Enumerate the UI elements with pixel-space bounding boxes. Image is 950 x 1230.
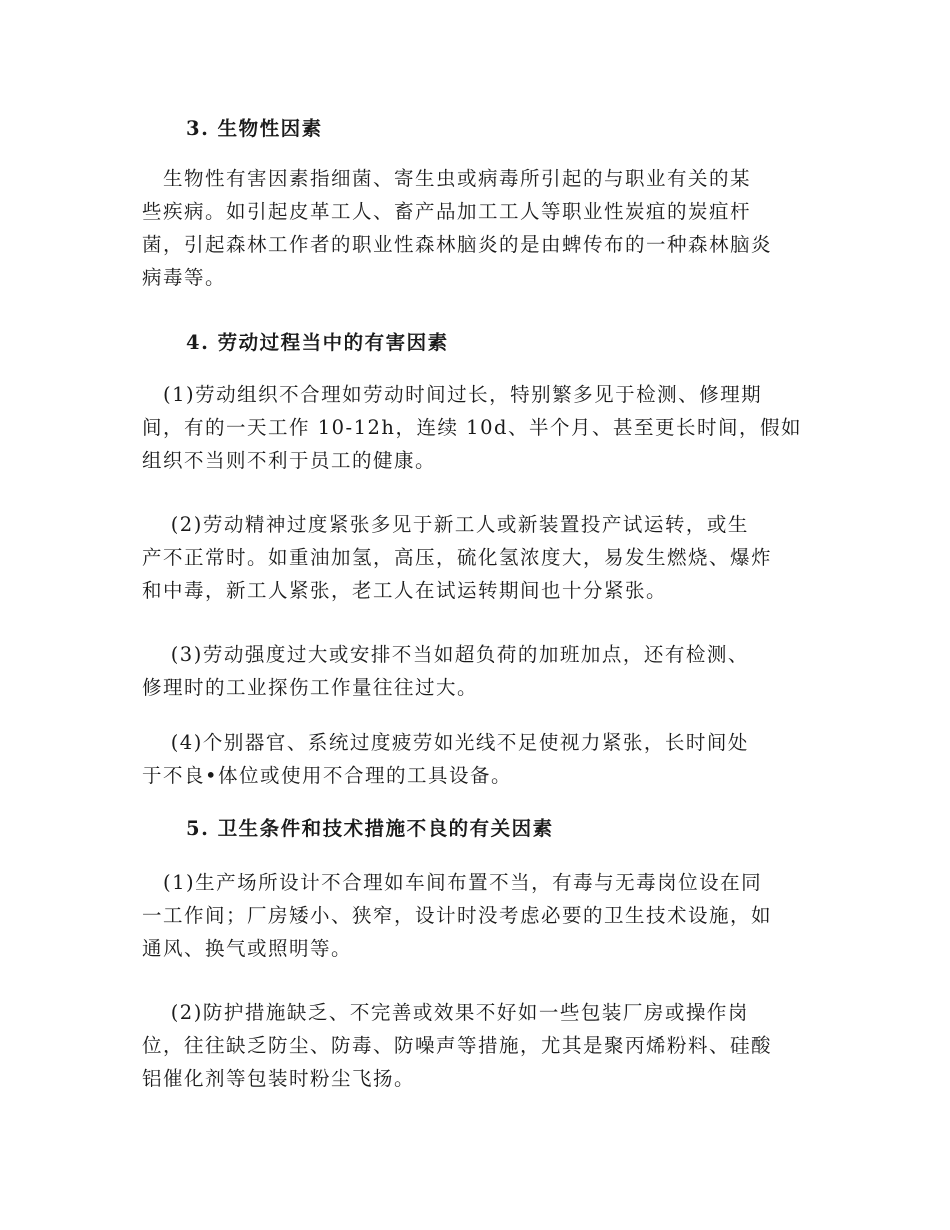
paragraph-mental-tension xyxy=(142,508,814,607)
text-line: 修理时的工业探伤工作量往往过大。 xyxy=(142,676,479,699)
text-line: 产不正常时。如重油加氢，高压，硫化氢浓度大，易发生燃烧、爆炸 xyxy=(142,546,773,569)
text-line: 病毒等。 xyxy=(142,266,227,289)
text-line: 生物性有害因素指细菌、寄生虫或病毒所引起的与职业有关的某 xyxy=(142,167,752,190)
section-heading-3: 3. 生物性因素 xyxy=(186,117,323,140)
section-heading-5: 5. 卫生条件和技术措施不良的有关因素 xyxy=(186,817,554,840)
text-line: (1)生产场所设计不合理如车间布置不当，有毒与无毒岗位设在同 xyxy=(142,871,763,894)
paragraph-protective-measures xyxy=(142,996,814,1095)
text-line: 些疾病。如引起皮革工人、畜产品加工工人等职业性炭疽的炭疽杆 xyxy=(142,200,752,223)
text-line: (4)个别器官、系统过度疲劳如光线不足使视力紧张，长时间处 xyxy=(142,731,749,754)
text-line: 位，往往缺乏防尘、防毒、防噪声等措施，尤其是聚丙烯粉料、硅酸 xyxy=(142,1034,773,1057)
paragraph-organ-fatigue xyxy=(142,726,814,792)
paragraph-labor-organization xyxy=(142,378,814,477)
text-line: 于不良•体位或使用不合理的工具设备。 xyxy=(142,764,513,787)
text-line: (2)防护措施缺乏、不完善或效果不好如一些包装厂房或操作岗 xyxy=(142,1001,749,1024)
text-line: 和中毒，新工人紧张，老工人在试运转期间也十分紧张。 xyxy=(142,579,668,602)
text-line: (2)劳动精神过度紧张多见于新工人或新装置投产试运转，或生 xyxy=(142,513,749,536)
paragraph-site-design xyxy=(142,866,814,965)
text-line: 间，有的一天工作 10-12h，连续 10d、半个月、甚至更长时间，假如 xyxy=(142,416,802,439)
text-line: (3)劳动强度过大或安排不当如超负荷的加班加点，还有检测、 xyxy=(142,643,749,666)
paragraph-biological-factors xyxy=(142,162,814,294)
text-line: (1)劳动组织不合理如劳动时间过长，特别繁多见于检测、修理期 xyxy=(142,383,763,406)
text-line: 通风、换气或照明等。 xyxy=(142,937,353,960)
paragraph-labor-intensity xyxy=(142,638,814,704)
text-line: 菌，引起森林工作者的职业性森林脑炎的是由蜱传布的一种森林脑炎 xyxy=(142,233,773,256)
text-line: 组织不当则不利于员工的健康。 xyxy=(142,449,437,472)
text-line: 一工作间；厂房矮小、狭窄，设计时没考虑必要的卫生技术设施，如 xyxy=(142,904,773,927)
text-line: 铝催化剂等包装时粉尘飞扬。 xyxy=(142,1067,416,1090)
section-heading-4: 4. 劳动过程当中的有害因素 xyxy=(186,331,449,354)
